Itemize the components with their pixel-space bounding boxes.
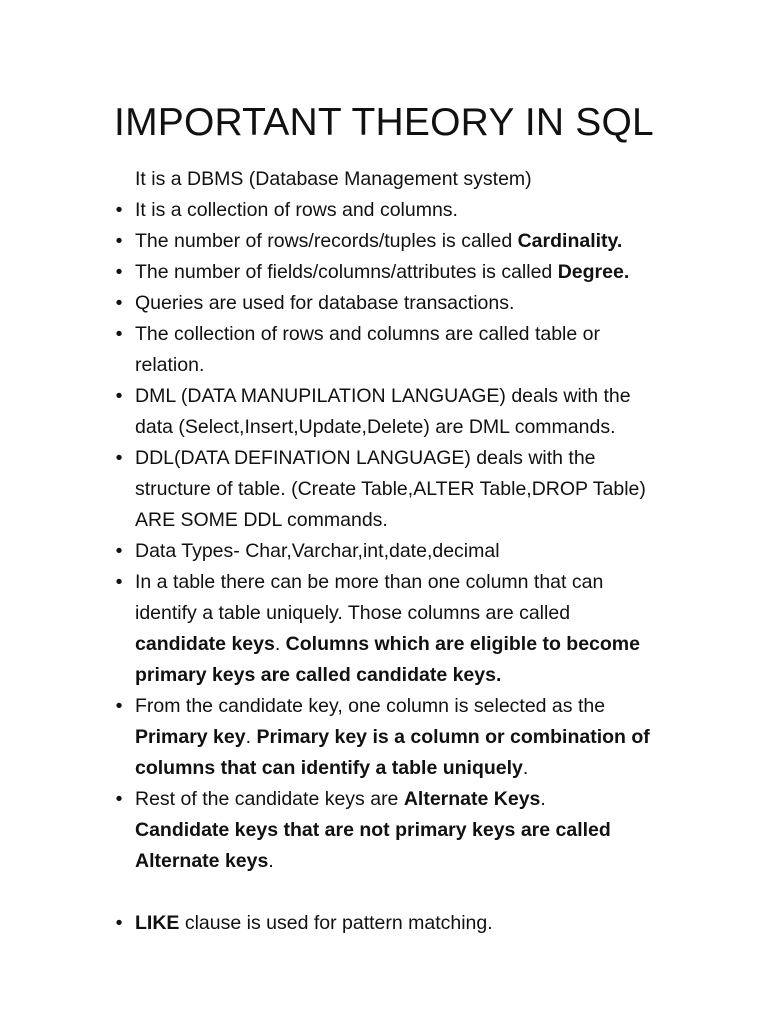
list-item: [115, 226, 695, 257]
list-item-text: .: [540, 788, 546, 810]
term-like: LIKE: [135, 912, 180, 934]
bullet-icon: •: [115, 912, 123, 934]
list-item-text: In a table there can be more than one column that can: [135, 571, 604, 593]
list-item-text: .: [268, 850, 274, 872]
list-item-text: DML (DATA MANUPILATION LANGUAGE) deals with the: [135, 385, 631, 407]
list-item-bold-text: Alternate keys: [135, 850, 269, 872]
term-degree: Degree.: [557, 261, 630, 283]
list-item: [115, 691, 695, 784]
list-item-text: Rest of the candidate keys are: [135, 788, 404, 810]
term-alternate-keys: Alternate Keys: [403, 788, 541, 810]
page-title: IMPORTANT THEORY IN SQL: [114, 101, 654, 144]
list-item: [115, 319, 695, 381]
list-item: [115, 443, 695, 536]
list-item-text: clause is used for pattern matching.: [179, 912, 493, 934]
list-item: [115, 536, 695, 567]
bullet-icon: •: [115, 447, 123, 469]
list-item-text: relation.: [135, 354, 205, 376]
term-cardinality: Cardinality.: [517, 230, 623, 252]
list-item-text: The collection of rows and columns are called table or: [135, 323, 600, 345]
list-item-text: From the candidate key, one column is selected as the: [135, 695, 606, 717]
document-body: [115, 164, 695, 939]
list-item-text: ARE SOME DDL commands.: [135, 509, 388, 531]
list-item: [115, 195, 695, 226]
list-item-bold-text: Primary key is a column or combination of: [256, 726, 650, 748]
list-item-text: Data Types- Char,Varchar,int,date,decimal: [135, 540, 500, 562]
list-item-text: .: [522, 757, 529, 779]
list-item-text: .: [245, 726, 257, 748]
bullet-icon: •: [115, 230, 123, 252]
list-item-text: The number of rows/records/tuples is called: [135, 230, 518, 252]
list-item-bold-text: primary keys are called candidate keys.: [135, 664, 502, 686]
list-item-text: DDL(DATA DEFINATION LANGUAGE) deals with the: [135, 447, 596, 469]
list-item: [115, 381, 695, 443]
list-item: [115, 288, 695, 319]
list-item: [115, 784, 695, 877]
list-item: [115, 567, 695, 691]
bullet-icon: •: [115, 199, 123, 221]
list-item-bold-text: Candidate keys that are not primary keys are called: [135, 819, 611, 841]
list-item: [115, 908, 695, 939]
bullet-icon: •: [115, 292, 123, 314]
bullet-icon: •: [115, 261, 123, 283]
list-item-bold-text: columns that can identify a table uniquely: [135, 757, 523, 779]
list-item-text: structure of table. (Create Table,ALTER Table,DROP Table): [135, 478, 646, 500]
bullet-icon: •: [115, 323, 123, 345]
bullet-icon: •: [115, 385, 123, 407]
list-item-bold-text: Columns which are eligible to become: [285, 633, 640, 655]
term-primary-key: Primary key: [135, 726, 246, 748]
list-item: [115, 257, 695, 288]
intro-line: It is a DBMS (Database Management system): [135, 168, 532, 190]
bullet-icon: •: [115, 571, 123, 593]
bullet-icon: •: [115, 695, 123, 717]
bullet-icon: •: [115, 540, 123, 562]
list-item-text: .: [274, 633, 286, 655]
list-item-text: It is a collection of rows and columns.: [135, 199, 458, 221]
list-item-text: identify a table uniquely. Those columns are called: [135, 602, 571, 624]
list-item-text: data (Select,Insert,Update,Delete) are DML commands.: [135, 416, 616, 438]
term-candidate-keys: candidate keys: [135, 633, 275, 655]
list-item-text: Queries are used for database transactions.: [135, 292, 515, 314]
bullet-icon: •: [115, 788, 123, 810]
blank-line: [135, 877, 695, 908]
list-item-text: The number of fields/columns/attributes is called: [135, 261, 558, 283]
